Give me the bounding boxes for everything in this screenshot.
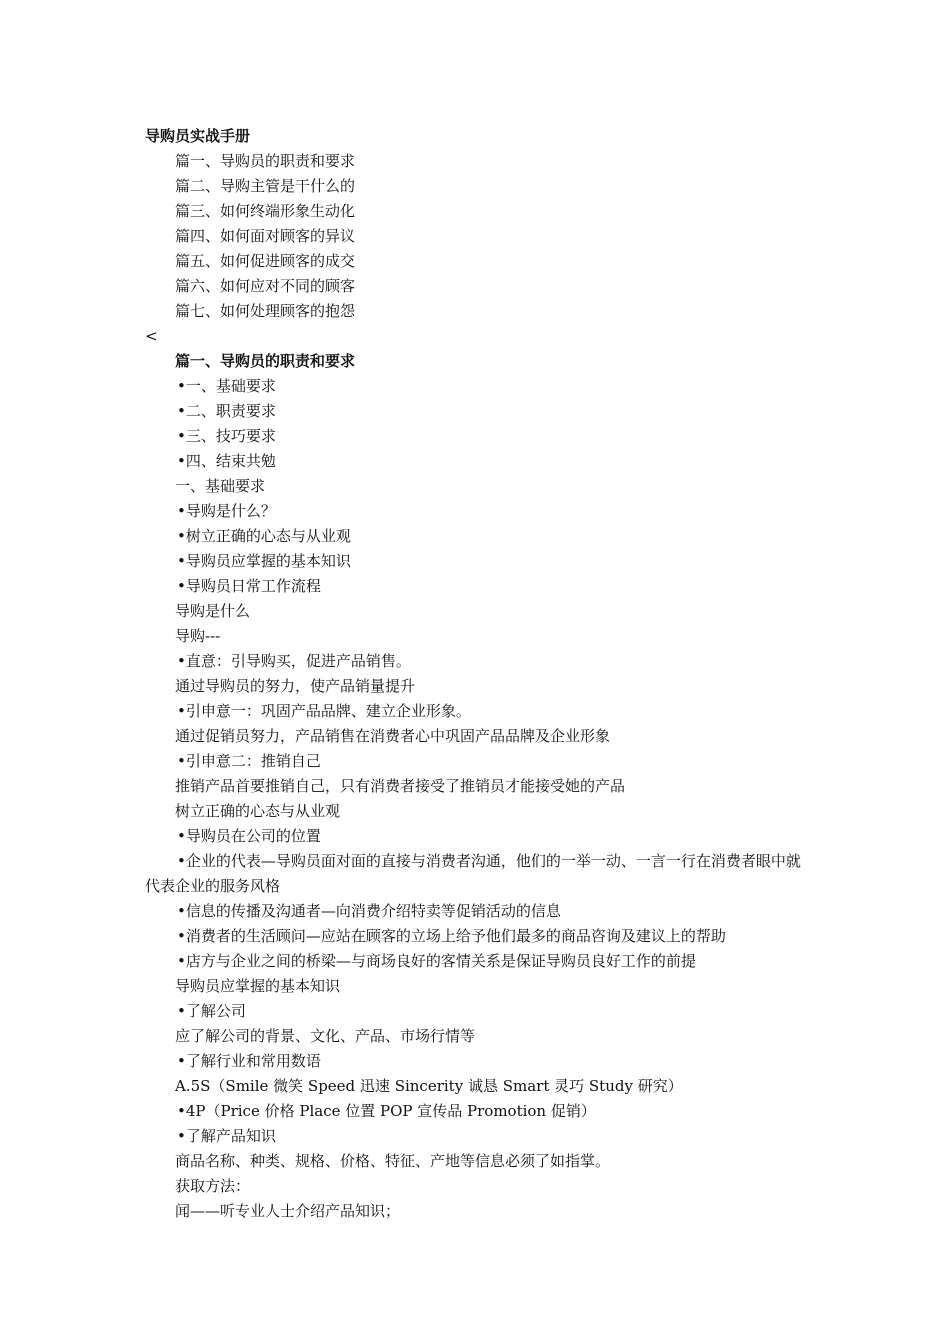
bullet-line: •导购员日常工作流程 <box>177 577 321 595</box>
bullet-line: •引申意二：推销自己 <box>177 752 321 770</box>
bullet-line: •4P（Price 价格 Place 位置 POP 宣传品 Promotion 促销） <box>177 1102 596 1120</box>
section-title: 篇一、导购员的职责和要求 <box>175 352 356 370</box>
bullet-line: •了解产品知识 <box>177 1127 276 1145</box>
body-line: 推销产品首要推销自己，只有消费者接受了推销员才能接受她的产品 <box>175 777 626 795</box>
bullet-line: •了解行业和常用数语 <box>177 1052 321 1070</box>
body-line: 闻——听专业人士介绍产品知识； <box>175 1202 401 1220</box>
body-line: A.5S（Smile 微笑 Speed 迅速 Sincerity 诚恳 Smart 灵巧 Study 研究） <box>175 1077 683 1095</box>
subheading: 导购员应掌握的基本知识 <box>175 977 341 995</box>
stray-mark: < <box>145 327 158 345</box>
toc-item: 篇二、导购主管是干什么的 <box>175 177 356 195</box>
bullet-line: •了解公司 <box>177 1002 246 1020</box>
body-line: 获取方法： <box>175 1177 251 1195</box>
bullet-line: •引申意一：巩固产品品牌、建立企业形象。 <box>177 702 471 720</box>
bullet-line: •一、基础要求 <box>177 377 276 395</box>
bullet-line: •四、结束共勉 <box>177 452 276 470</box>
bullet-line: •树立正确的心态与从业观 <box>177 527 351 545</box>
wrapped-paragraph: •企业的代表—导购员面对面的直接与消费者沟通，他们的一举一动、一言一行在消费者眼中就代表企业的服务风格 <box>145 852 801 895</box>
bullet-line: •三、技巧要求 <box>177 427 276 445</box>
body-line: 通过导购员的努力，使产品销量提升 <box>175 677 416 695</box>
bullet-line: •导购是什么？ <box>177 502 276 520</box>
bullet-line: •二、职责要求 <box>177 402 276 420</box>
body-line: 商品名称、种类、规格、价格、特征、产地等信息必须了如指掌。 <box>175 1152 611 1170</box>
toc-item: 篇六、如何应对不同的顾客 <box>175 277 356 295</box>
toc-item: 篇七、如何处理顾客的抱怨 <box>175 302 356 320</box>
toc-item: 篇三、如何终端形象生动化 <box>175 202 356 220</box>
document-title: 导购员实战手册 <box>145 127 251 145</box>
document-page <box>145 124 805 1224</box>
bullet-line: •导购员在公司的位置 <box>177 827 321 845</box>
subheading: 导购是什么 <box>175 602 251 620</box>
toc-item: 篇一、导购员的职责和要求 <box>175 152 356 170</box>
bullet-line: •消费者的生活顾问—应站在顾客的立场上给予他们最多的商品咨询及建议上的帮助 <box>177 927 726 945</box>
bullet-line: •导购员应掌握的基本知识 <box>177 552 351 570</box>
body-line: 通过促销员努力，产品销售在消费者心中巩固产品品牌及企业形象 <box>175 727 611 745</box>
body-line: 导购--- <box>175 627 221 645</box>
bullet-line: •信息的传播及沟通者—向消费介绍特卖等促销活动的信息 <box>177 902 561 920</box>
subheading: 树立正确的心态与从业观 <box>175 802 341 820</box>
bullet-line: •店方与企业之间的桥梁—与商场良好的客情关系是保证导购员良好工作的前提 <box>177 952 696 970</box>
toc-item: 篇五、如何促进顾客的成交 <box>175 252 356 270</box>
body-line: 应了解公司的背景、文化、产品、市场行情等 <box>175 1027 476 1045</box>
subheading: 一、基础要求 <box>175 477 266 495</box>
toc-item: 篇四、如何面对顾客的异议 <box>175 227 356 245</box>
bullet-line: •直意：引导购买，促进产品销售。 <box>177 652 411 670</box>
